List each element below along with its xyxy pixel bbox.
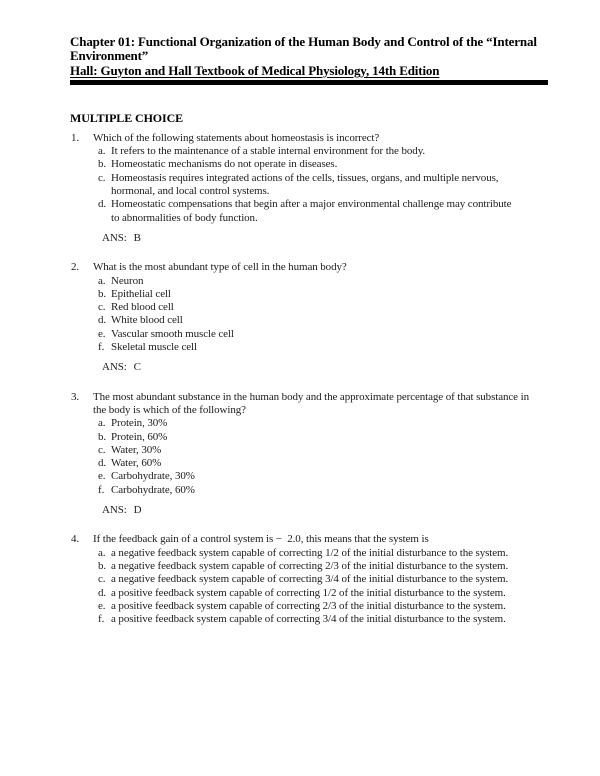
chapter-title: Chapter 01: Functional Organization of the Human Body and Control of the “Internal Environment”: [70, 34, 537, 64]
option-letter: c.: [98, 443, 106, 456]
option-letter: a.: [98, 417, 106, 430]
option-row: [93, 314, 548, 327]
book-title: Hall: Guyton and Hall Textbook of Medical Physiology, 14th Edition: [70, 62, 440, 78]
option-text: Carbohydrate, 30%: [111, 470, 195, 483]
question-stem: Which of the following statements about homeostasis is incorrect?: [93, 131, 380, 144]
option-list: [93, 275, 548, 355]
answer-letter: B: [133, 231, 141, 244]
option-letter: b.: [98, 430, 107, 443]
question-stem: If the feedback gain of a control system is − 2.0, this means that the system is: [93, 533, 429, 546]
option-row: [93, 301, 548, 314]
option-row: [93, 341, 548, 354]
answer-letter: D: [133, 504, 142, 517]
answer-line: [102, 504, 548, 517]
option-letter: c.: [98, 301, 106, 314]
option-row: [93, 547, 548, 560]
option-list: [93, 417, 548, 497]
question-stem: What is the most abundant type of cell in the human body?: [93, 261, 347, 274]
question-number: 1.: [71, 131, 80, 144]
option-letter: a.: [98, 274, 106, 287]
option-list: [93, 145, 548, 225]
document-header: [70, 35, 548, 85]
option-row: [93, 444, 548, 457]
option-text: Skeletal muscle cell: [111, 341, 197, 354]
option-row: [93, 198, 548, 225]
question-stem: The most abundant substance in the human body and the approximate percentage of that substance in the body is which of the following?: [93, 390, 529, 416]
option-text: a negative feedback system capable of correcting 2/3 of the initial disturbance to the system.: [111, 559, 509, 572]
option-letter: a.: [98, 145, 106, 158]
option-text: a negative feedback system capable of correcting 1/2 of the initial disturbance to the system.: [111, 546, 509, 559]
option-letter: f.: [98, 613, 105, 626]
option-row: [93, 172, 548, 199]
option-letter: c.: [98, 171, 106, 184]
option-row: [93, 587, 548, 600]
option-text: Water, 60%: [111, 457, 162, 470]
answer-line: [102, 361, 548, 374]
option-letter: d.: [98, 457, 107, 470]
option-text: Epithelial cell: [111, 287, 171, 300]
option-letter: e.: [98, 470, 106, 483]
option-row: [93, 145, 548, 158]
option-text: Homeostatic compensations that begin after a major environmental challenge may contribute to abnormalities of body function.: [111, 198, 512, 224]
option-list: [93, 547, 548, 627]
option-text: Neuron: [111, 274, 144, 287]
option-row: [93, 457, 548, 470]
option-text: Vascular smooth muscle cell: [111, 327, 234, 340]
option-letter: a.: [98, 546, 106, 559]
option-letter: d.: [98, 314, 107, 327]
option-text: Water, 30%: [111, 443, 162, 456]
option-text: Protein, 30%: [111, 417, 168, 430]
option-text: White blood cell: [111, 314, 183, 327]
option-letter: f.: [98, 341, 105, 354]
option-row: [93, 484, 548, 497]
option-text: Carbohydrate, 60%: [111, 483, 195, 496]
option-text: a negative feedback system capable of correcting 3/4 of the initial disturbance to the system.: [111, 573, 509, 586]
question-number: 2.: [71, 261, 80, 274]
option-letter: f.: [98, 483, 105, 496]
option-letter: d.: [98, 198, 107, 211]
answer-letter: C: [133, 361, 141, 374]
answer-line: [102, 232, 548, 245]
option-row: [93, 573, 548, 586]
option-row: [93, 417, 548, 430]
option-letter: b.: [98, 287, 107, 300]
option-letter: b.: [98, 158, 107, 171]
answer-label: ANS:: [102, 361, 127, 374]
option-text: a positive feedback system capable of correcting 1/2 of the initial disturbance to the system.: [111, 586, 506, 599]
option-letter: e.: [98, 327, 106, 340]
option-row: [93, 275, 548, 288]
option-letter: e.: [98, 599, 106, 612]
option-text: It refers to the maintenance of a stable internal environment for the body.: [111, 145, 426, 158]
question-number: 4.: [71, 533, 80, 546]
question: [70, 533, 548, 626]
answer-label: ANS:: [102, 504, 127, 517]
option-row: [93, 158, 548, 171]
option-text: Homeostasis requires integrated actions of the cells, tissues, organs, and multiple nervous, hormonal, and local control systems.: [111, 171, 499, 198]
option-row: [93, 328, 548, 341]
option-row: [93, 470, 548, 483]
option-row: [93, 560, 548, 573]
option-row: [93, 613, 548, 626]
section-heading: MULTIPLE CHOICE: [70, 110, 184, 125]
option-letter: b.: [98, 559, 107, 572]
option-row: [93, 600, 548, 613]
question: [70, 132, 548, 245]
question: [70, 391, 548, 518]
option-text: a positive feedback system capable of correcting 2/3 of the initial disturbance to the system.: [111, 599, 506, 612]
option-text: Homeostatic mechanisms do not operate in diseases.: [111, 158, 338, 171]
question: [70, 261, 548, 374]
answer-label: ANS:: [102, 231, 127, 244]
question-number: 3.: [71, 390, 80, 403]
option-row: [93, 431, 548, 444]
option-letter: c.: [98, 573, 106, 586]
option-text: a positive feedback system capable of correcting 3/4 of the initial disturbance to the system.: [111, 613, 506, 626]
option-text: Red blood cell: [111, 301, 174, 314]
option-letter: d.: [98, 586, 107, 599]
option-row: [93, 288, 548, 301]
option-text: Protein, 60%: [111, 430, 168, 443]
question-list: [70, 132, 548, 627]
